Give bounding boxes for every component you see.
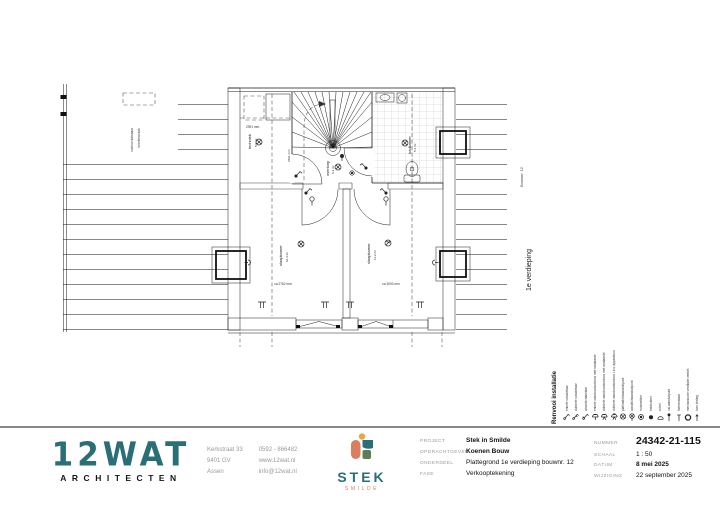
dimension-text: ca 3000 mm <box>382 282 400 286</box>
field-label: FASE <box>420 472 434 477</box>
thermostat-icon <box>677 415 681 421</box>
meta-label: WIJZIGING <box>594 473 623 479</box>
legend-item-label: dubbele schakelaar <box>574 383 578 411</box>
drawing-date: 8 mei 2025 <box>636 461 669 468</box>
contact-line: 0592 - 866482 <box>258 447 298 453</box>
meta-fields <box>594 435 701 482</box>
stek-logo-text: STEK <box>337 469 387 485</box>
wall-light-icon <box>630 414 635 421</box>
roof-note: contour dakraam <box>130 128 134 152</box>
meta-label: DATUM <box>594 463 613 468</box>
radiator-symbol <box>321 302 329 308</box>
drawing-revision: 22 september 2025 <box>636 471 693 479</box>
legend-item-label: schel <box>658 403 662 411</box>
architect-logo <box>36 436 206 483</box>
technical-room-objects <box>244 94 290 120</box>
field-value-part: Plattegrond 1e verdieping bouwnr. 12 <box>466 459 574 466</box>
legend-item-label: plafondlichtaansluitpunt <box>621 377 625 411</box>
double-socket-appliance-icon <box>612 413 618 419</box>
stek-tulip-icon <box>349 433 375 463</box>
double-switch-icon <box>573 414 579 419</box>
field-value-client: Koenen Bouw <box>466 448 510 455</box>
bell-icon <box>658 417 663 420</box>
legend-title: Renvooi installatie <box>552 370 558 424</box>
address-line: Kerkstraat 33 <box>207 447 243 453</box>
switch-symbol <box>295 172 302 178</box>
dimension-text: 2991 mm <box>246 125 260 129</box>
thermostat-symbol <box>340 154 343 161</box>
room-label: slaapkamer <box>366 243 371 264</box>
radiator-symbol <box>416 302 424 308</box>
socket-symbol <box>433 260 439 265</box>
architect-logo-text: 12WAT <box>51 436 191 474</box>
smoke-detector-icon <box>639 415 644 420</box>
field-value-project: Stek in Smilde <box>466 437 511 444</box>
legend-item-label: wandlichtaansluitpunt <box>630 380 634 411</box>
two-way-switch-icon <box>583 414 589 419</box>
architect-contact <box>207 445 297 478</box>
ceiling-light-symbol <box>335 164 341 170</box>
radiator-symbol <box>258 302 266 308</box>
field-value-phase: Verkooptekening <box>466 470 515 477</box>
meta-label: NUMMER <box>594 441 618 446</box>
bouwnr-label: Bouwnr. 12 <box>519 166 524 187</box>
drawing-scale: 1 : 50 <box>636 450 653 458</box>
legend-item-label: enkele schakelaar <box>565 385 569 411</box>
ceiling-light-symbol <box>298 241 304 247</box>
socket-icon <box>593 414 599 420</box>
floor-label: 1e verdieping <box>526 248 533 291</box>
switch-symbol <box>360 164 367 170</box>
ceiling-light-symbol <box>385 240 391 246</box>
drawing-number: 24342-21-115 <box>636 435 701 447</box>
roof-note: in hellend dak <box>137 128 141 148</box>
legend-item-label: loze leiding <box>695 395 699 411</box>
conduit-icon <box>696 415 698 421</box>
field-label: ONDERDEEL <box>420 461 454 466</box>
room-area: 5.4 m² <box>413 143 417 152</box>
single-switch-icon <box>564 414 570 419</box>
stek-logo-subtitle: SMILDE <box>344 486 380 492</box>
field-label: OPDRACHTGEVER <box>420 450 469 455</box>
legend-item-label: wisselschakelaar <box>584 386 588 411</box>
double-socket-icon <box>602 414 608 420</box>
dimension-text: ca 2762 mm <box>274 282 292 286</box>
dimension-text: 2591 mm <box>287 149 291 162</box>
contact-line: www.12wat.nl <box>258 458 296 464</box>
room-area: 11.2 m² <box>373 250 377 260</box>
stek-logo <box>330 433 394 492</box>
legend-item-label: thermostaat <box>677 394 681 411</box>
address-line: 9401 GV <box>207 458 231 464</box>
legend-item-label: dubbele wandcontactdoos met randaarde <box>602 352 606 411</box>
address-line: Assen <box>207 469 224 475</box>
contact-line: info@12wat.nl <box>258 469 297 475</box>
bell-push-icon <box>649 416 652 419</box>
room-label: slaapkamer <box>278 245 283 266</box>
field-label: PROJECT <box>420 439 446 444</box>
architect-logo-subtitle: ARCHITECTEN <box>60 473 182 483</box>
smoke-detector-symbol <box>350 171 354 175</box>
room-label: techniek <box>247 134 252 149</box>
legend-item-label: rookmelder <box>639 395 643 411</box>
legend <box>552 349 699 424</box>
mechanical-vent-icon <box>685 415 690 420</box>
legend-item-label: beldrukker <box>649 396 653 411</box>
dimension-lines <box>240 332 442 347</box>
legend-item-label: mechanische ventilatie ventiel <box>686 368 690 411</box>
room-label: badkamer <box>407 136 412 154</box>
ceiling-light-icon <box>620 414 625 419</box>
room-area: 6.3 m² <box>331 165 335 174</box>
room-area: 5.0 m² <box>254 138 258 147</box>
title-block <box>0 428 720 508</box>
room-area: 10.4 m² <box>285 251 289 262</box>
cai-icon <box>668 414 670 421</box>
legend-item-label: cai aansluitpunt <box>667 388 671 411</box>
legend-item-label: dubbele wandcontactdoos t.b.v. apparatuur <box>612 350 616 411</box>
wall-light-symbol <box>384 197 388 206</box>
meta-label: SCHAAL <box>594 452 616 458</box>
roof-window-contour <box>123 93 155 152</box>
project-fields <box>420 437 574 481</box>
room-label: overloop <box>325 160 330 176</box>
legend-item-label: enkele wandcontactdoos met randaarde <box>593 354 597 411</box>
wall-light-symbol <box>310 197 314 206</box>
